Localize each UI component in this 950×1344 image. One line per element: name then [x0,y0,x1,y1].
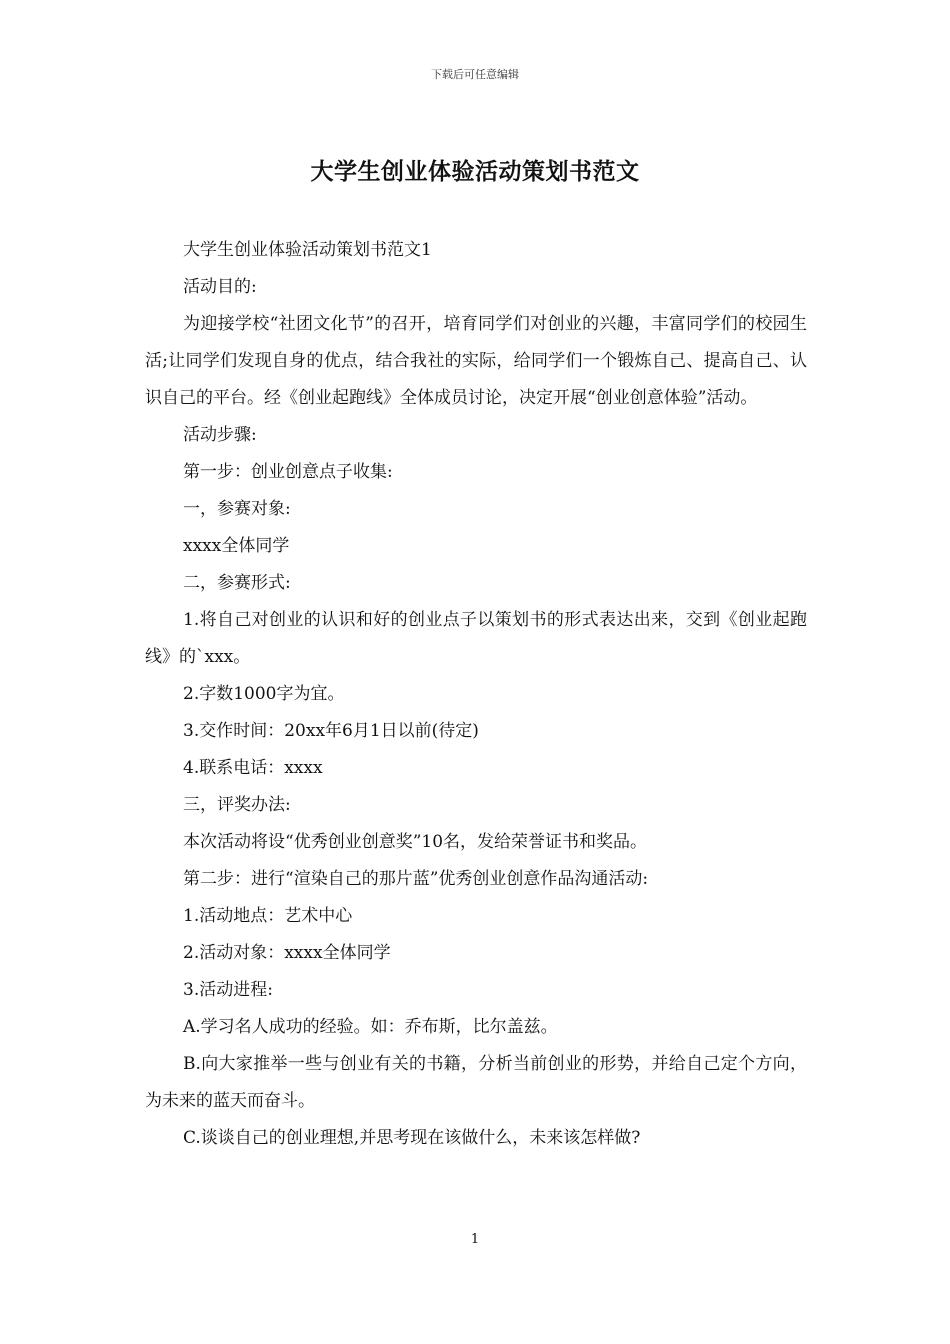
paragraph-location: 1.活动地点：艺术中心 [183,906,353,926]
paragraph-step-two: 第二步：进行“渲染自己的那片蓝”优秀创业创意作品沟通活动: [183,869,649,889]
paragraph-award-text: 本次活动将设“优秀创业创意奖”10名，发给荣誉证书和奖品。 [183,832,648,852]
paragraph-audience: 2.活动对象：xxxx全体同学 [183,943,391,963]
paragraph-step-one: 第一步：创业创意点子收集: [183,462,393,482]
paragraph-purpose-heading: 活动目的: [183,277,257,297]
paragraph-format-item-4: 4.联系电话：xxxx [183,758,323,778]
page-number: 1 [470,1232,480,1247]
paragraph-steps-heading: 活动步骤: [183,425,257,445]
paragraph-format-heading: 二，参赛形式: [183,573,291,593]
paragraph-process-a: A.学习名人成功的经验。如：乔布斯，比尔盖兹。 [183,1017,558,1037]
paragraph-subtitle: 大学生创业体验活动策划书范文1 [183,240,432,260]
paragraph-format-item-1: 1.将自己对创业的认识和好的创业点子以策划书的形式表达出来，交到《创业起跑线》的`xxx。 [145,610,807,667]
document-body [145,232,807,1157]
paragraph-participants: xxxx全体同学 [183,536,290,556]
paragraph-purpose-text: 为迎接学校“社团文化节”的召开，培育同学们对创业的兴趣，丰富同学们的校园生活;让同学们发现自身的优点，结合我社的实际，给同学们一个锻炼自己、提高自己、认识自己的平台。经《创业起跑线》全体成员讨论，决定开展“创业创意体验”活动。 [145,314,807,408]
document-title: 大学生创业体验活动策划书范文 [310,158,640,185]
page-header-note: 下载后可任意编辑 [431,68,519,81]
paragraph-award-heading: 三，评奖办法: [183,795,291,815]
paragraph-process-c: C.谈谈自己的创业理想,并思考现在该做什么，未来该怎样做? [183,1128,641,1148]
paragraph-process-heading: 3.活动进程: [183,980,273,1000]
paragraph-format-item-2: 2.字数1000字为宜。 [183,684,345,704]
paragraph-process-b: B.向大家推举一些与创业有关的书籍，分析当前创业的形势，并给自己定个方向，为未来的蓝天而奋斗。 [145,1054,807,1111]
paragraph-participants-heading: 一，参赛对象: [183,499,291,519]
paragraph-format-item-3: 3.交作时间：20xx年6月1日以前(待定) [183,721,479,741]
